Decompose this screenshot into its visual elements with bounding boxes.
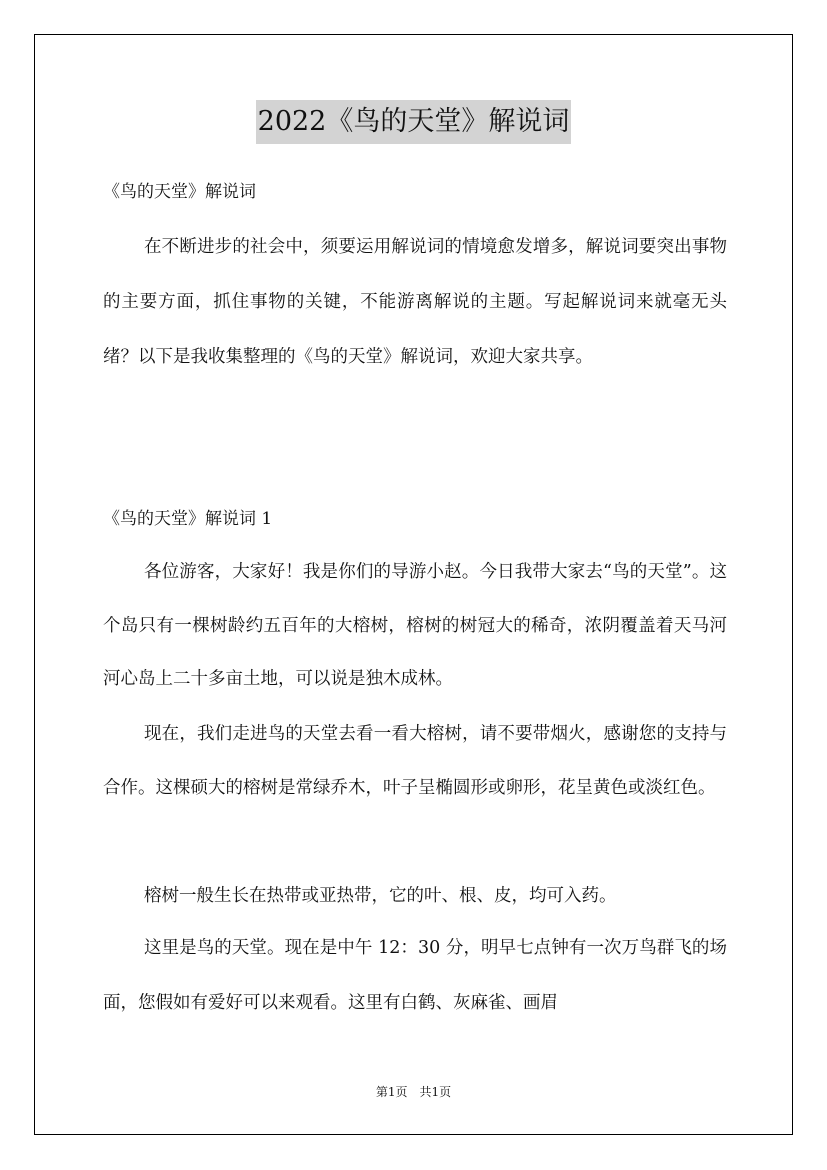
section1-heading: 《鸟的天堂》解说词 1 (103, 509, 273, 529)
intro-heading: 《鸟的天堂》解说词 (103, 182, 256, 202)
section1-paragraph-4: 这里是鸟的天堂。现在是中午 12：30 分，明早七点钟有一次万鸟群飞的场面，您假如有爱好可以来观看。这里有白鹤、灰麻雀、画眉 (103, 938, 727, 1013)
intro-paragraph: 在不断进步的社会中，须要运用解说词的情境愈发增多，解说词要突出事物的主要方面，抓住事物的关键，不能游离解说的主题。写起解说词来就毫无头绪？以下是我收集整理的《鸟的天堂》解说词，欢迎大家共享。 (103, 237, 727, 367)
section1-paragraph-1: 各位游客，大家好！我是你们的导游小赵。今日我带大家去“鸟的天堂”。这个岛只有一棵树龄约五百年的大榕树，榕树的树冠大的稀奇，浓阴覆盖着天马河河心岛上二十多亩土地，可以说是独木成林。 (103, 562, 727, 689)
document-title-wrap (0, 100, 827, 144)
section1-paragraph-2: 现在，我们走进鸟的天堂去看一看大榕树，请不要带烟火，感谢您的支持与合作。这棵硕大的榕树是常绿乔木，叶子呈椭圆形或卵形，花呈黄色或淡红色。 (103, 724, 727, 798)
page-number-footer: 第1页 共1页 (375, 1085, 452, 1099)
document-title: 2022《鸟的天堂》解说词 (256, 100, 572, 144)
section1-paragraph-3: 榕树一般生长在热带或亚热带，它的叶、根、皮，均可入药。 (144, 886, 617, 906)
